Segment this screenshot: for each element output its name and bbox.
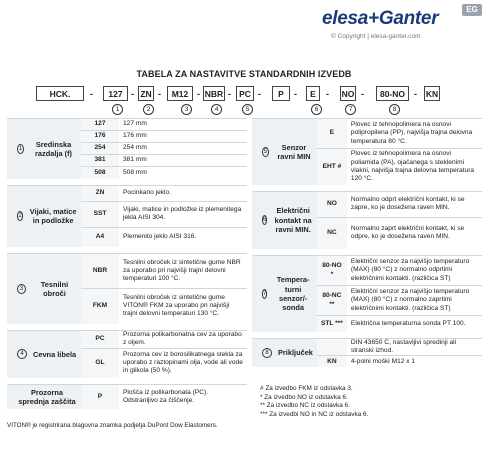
note: * Za izvedbo NO iz odstavka 6.: [260, 393, 348, 401]
code-position-number: 4: [211, 104, 222, 115]
option-code: 381: [81, 155, 119, 167]
note: # Za izvedbo FKM iz odstavka 3.: [260, 385, 353, 392]
group-number: 8: [262, 348, 272, 358]
group-label-text: Vijaki, matice in podložke: [29, 207, 77, 226]
code-segment: 127: [103, 86, 128, 101]
code-position-number: 1: [112, 104, 123, 115]
option-code: PC: [81, 330, 119, 348]
option-description: 508 mm: [119, 167, 247, 179]
option-description: Tesnilni obroček iz sintetične gume NBR za uporabo pri najvišji trajni delovni temperaturi 100 °C.: [119, 254, 247, 289]
option-description: Vijaki, matice in podložke iz plemenitega jekla AISI 304.: [119, 201, 247, 227]
group-label-text: Tempera-turni senzor/-sonda: [276, 275, 310, 312]
group-number: 3: [17, 284, 26, 294]
code-dash: -: [197, 89, 200, 99]
option-code: GL: [81, 348, 119, 378]
option-description: 381 mm: [119, 155, 247, 167]
option-code: E: [317, 119, 347, 149]
right-config-table: [252, 118, 482, 367]
option-code: EHT #: [317, 149, 347, 185]
group-label: [7, 119, 81, 179]
code-position-number: 2: [143, 104, 154, 115]
option-code: 80-NO *: [317, 256, 347, 286]
option-description: Plovec iz tehnopolimera na osnovi poliamida (PA), ojačanega s steklenimi vlakni, najvišja trajna delovna temperatura 120 °C.: [347, 149, 482, 185]
option-code: NC: [317, 217, 347, 249]
option-description: 176 mm: [119, 131, 247, 143]
group-label-text: Prozorna sprednja zaščita: [18, 387, 76, 406]
note: *** Za izvedbi NO in NC iz odstavka 6.: [260, 410, 369, 418]
option-description: DIN 43650 C, nastavljivi spredinji ali stranski izhod.: [347, 338, 482, 355]
table-row: [7, 119, 247, 131]
option-code: P: [81, 385, 119, 409]
code-dash: -: [414, 89, 417, 99]
code-segment: HCK.: [36, 86, 84, 101]
group-label: [252, 256, 317, 332]
table-row: [252, 256, 482, 286]
brand-badge: EG: [462, 4, 482, 16]
group-label: [252, 338, 317, 367]
option-description: Plovec iz tehnopolimera na osnovi polipropilena (PP), najvišja trajna delovna temperatura 80 °C.: [347, 119, 482, 149]
option-code: STL ***: [317, 316, 347, 332]
code-position-number: 7: [345, 104, 356, 115]
option-description: Električni senzor za najvišjo temperaturo (MAX) (80 °C) z normalno zaprtimi električnimi kontakti. (različica ST): [347, 286, 482, 316]
option-description: Električna temperaturna sonda PT 100.: [347, 316, 482, 332]
copyright-text: © Copyright | elesa-ganter.com: [331, 33, 421, 40]
code-dash: -: [158, 89, 161, 99]
group-label: [7, 254, 81, 324]
group-number: 4: [17, 349, 27, 359]
option-description: Plošča iz polikarbonata (PC). Odstranljivo za čiščenje.: [119, 385, 247, 409]
option-description: Plemenito jeklo AISI 316.: [119, 227, 247, 247]
option-code: 80-NC **: [317, 286, 347, 316]
group-label-text: Cevna libela: [33, 349, 77, 359]
table-row: [7, 185, 247, 201]
group-number: 6: [263, 217, 267, 224]
option-code: A4: [81, 227, 119, 247]
code-dash: -: [258, 89, 261, 99]
code-dash: -: [294, 89, 297, 99]
group-label-text: Sredinska razdalja (f): [35, 139, 72, 158]
group-label: [7, 385, 81, 409]
option-code: 508: [81, 167, 119, 179]
code-segment: KN: [424, 86, 440, 101]
option-description: 4-polni moški M12 x 1: [347, 355, 482, 367]
option-code: SST: [81, 201, 119, 227]
code-position-number: 3: [181, 104, 192, 115]
group-label-text: Tesnilni obroči: [40, 279, 69, 298]
group-label-text: Senzor ravni MIN: [277, 142, 311, 161]
code-segment: E: [306, 86, 320, 101]
left-config-table: [7, 118, 247, 409]
group-label-text: Priključek: [278, 348, 313, 358]
table-row: [252, 338, 482, 355]
code-segment: M12: [167, 86, 193, 101]
option-description: 254 mm: [119, 143, 247, 155]
code-dash: -: [326, 89, 329, 99]
group-label-text: Električni kontakt na ravni MIN.: [274, 206, 312, 234]
group-number: 5: [263, 148, 268, 155]
brand-right: Ganter: [378, 8, 439, 29]
code-segment: ZN: [138, 86, 154, 101]
code-dash: -: [90, 89, 93, 99]
table-row: [7, 385, 247, 409]
code-segment: P: [272, 86, 290, 101]
note: ** Za izvedbo NC iz odstavka 6.: [260, 402, 350, 410]
code-segment: NO: [340, 86, 356, 101]
group-number: 1: [18, 145, 23, 152]
notes: [260, 385, 368, 420]
option-description: Električni senzor za najvišjo temperaturo (MAX) (80 °C) z normalno odprtimi električnimi kontakti. (različica ST): [347, 256, 482, 286]
code-dash: -: [228, 89, 231, 99]
option-description: Prozorna polikarbonatna cev za uporabo z oljem.: [119, 330, 247, 348]
group-number: 7: [263, 290, 267, 297]
brand-left: elesa: [322, 8, 369, 29]
option-code: 254: [81, 143, 119, 155]
option-description: 127 mm: [119, 119, 247, 131]
brand-logo: [322, 8, 438, 30]
group-number: 2: [18, 213, 22, 220]
code-dash: -: [131, 89, 134, 99]
option-code: FKM: [81, 289, 119, 324]
group-label: [7, 185, 81, 247]
code-position-number: 5: [242, 104, 253, 115]
table-row: [7, 330, 247, 348]
option-code: NBR: [81, 254, 119, 289]
option-description: Normalno odprt električni kontakt, ki se zapre, ko je dosežena raven MIN.: [347, 191, 482, 217]
table-row: [252, 119, 482, 149]
option-code: ZN: [81, 185, 119, 201]
table-row: [252, 191, 482, 217]
option-description: Prozorna cev iz borosilikatnega stekla za uporabo z raztopinami olja, vode ali vode in glikola (50 %).: [119, 348, 247, 378]
option-description: Normalno zaprt električni kontakt, ki se odpre, ko je dosežena raven MIN.: [347, 217, 482, 249]
option-code: 127: [81, 119, 119, 131]
option-code: NO: [317, 191, 347, 217]
option-code: [317, 338, 347, 355]
option-description: Pocinkano jeklo.: [119, 185, 247, 201]
group-label: [252, 191, 317, 249]
code-position-number: 6: [311, 104, 322, 115]
option-code: 176: [81, 131, 119, 143]
option-code: KN: [317, 355, 347, 367]
table-row: [7, 254, 247, 289]
page-title: TABELA ZA NASTAVITVE STANDARDNIH IZVEDB: [136, 69, 352, 79]
code-dash: -: [361, 89, 364, 99]
code-segment: PC: [236, 86, 254, 101]
brand-plus: +: [368, 8, 379, 29]
code-segment: NBR: [203, 86, 225, 101]
group-label: [7, 330, 81, 378]
group-label: [252, 119, 317, 185]
code-segment: 80-NO: [376, 86, 409, 101]
trademark-footnote: VITON® je registrirana blagovna znamka podjetja DuPont Dow Elastomers.: [7, 422, 218, 429]
option-description: Tesnilni obroček iz sintetične gume VITON® FKM za uporabo pri najvišji trajni delovni temperaturi 130 °C.: [119, 289, 247, 324]
code-position-number: 8: [389, 104, 400, 115]
